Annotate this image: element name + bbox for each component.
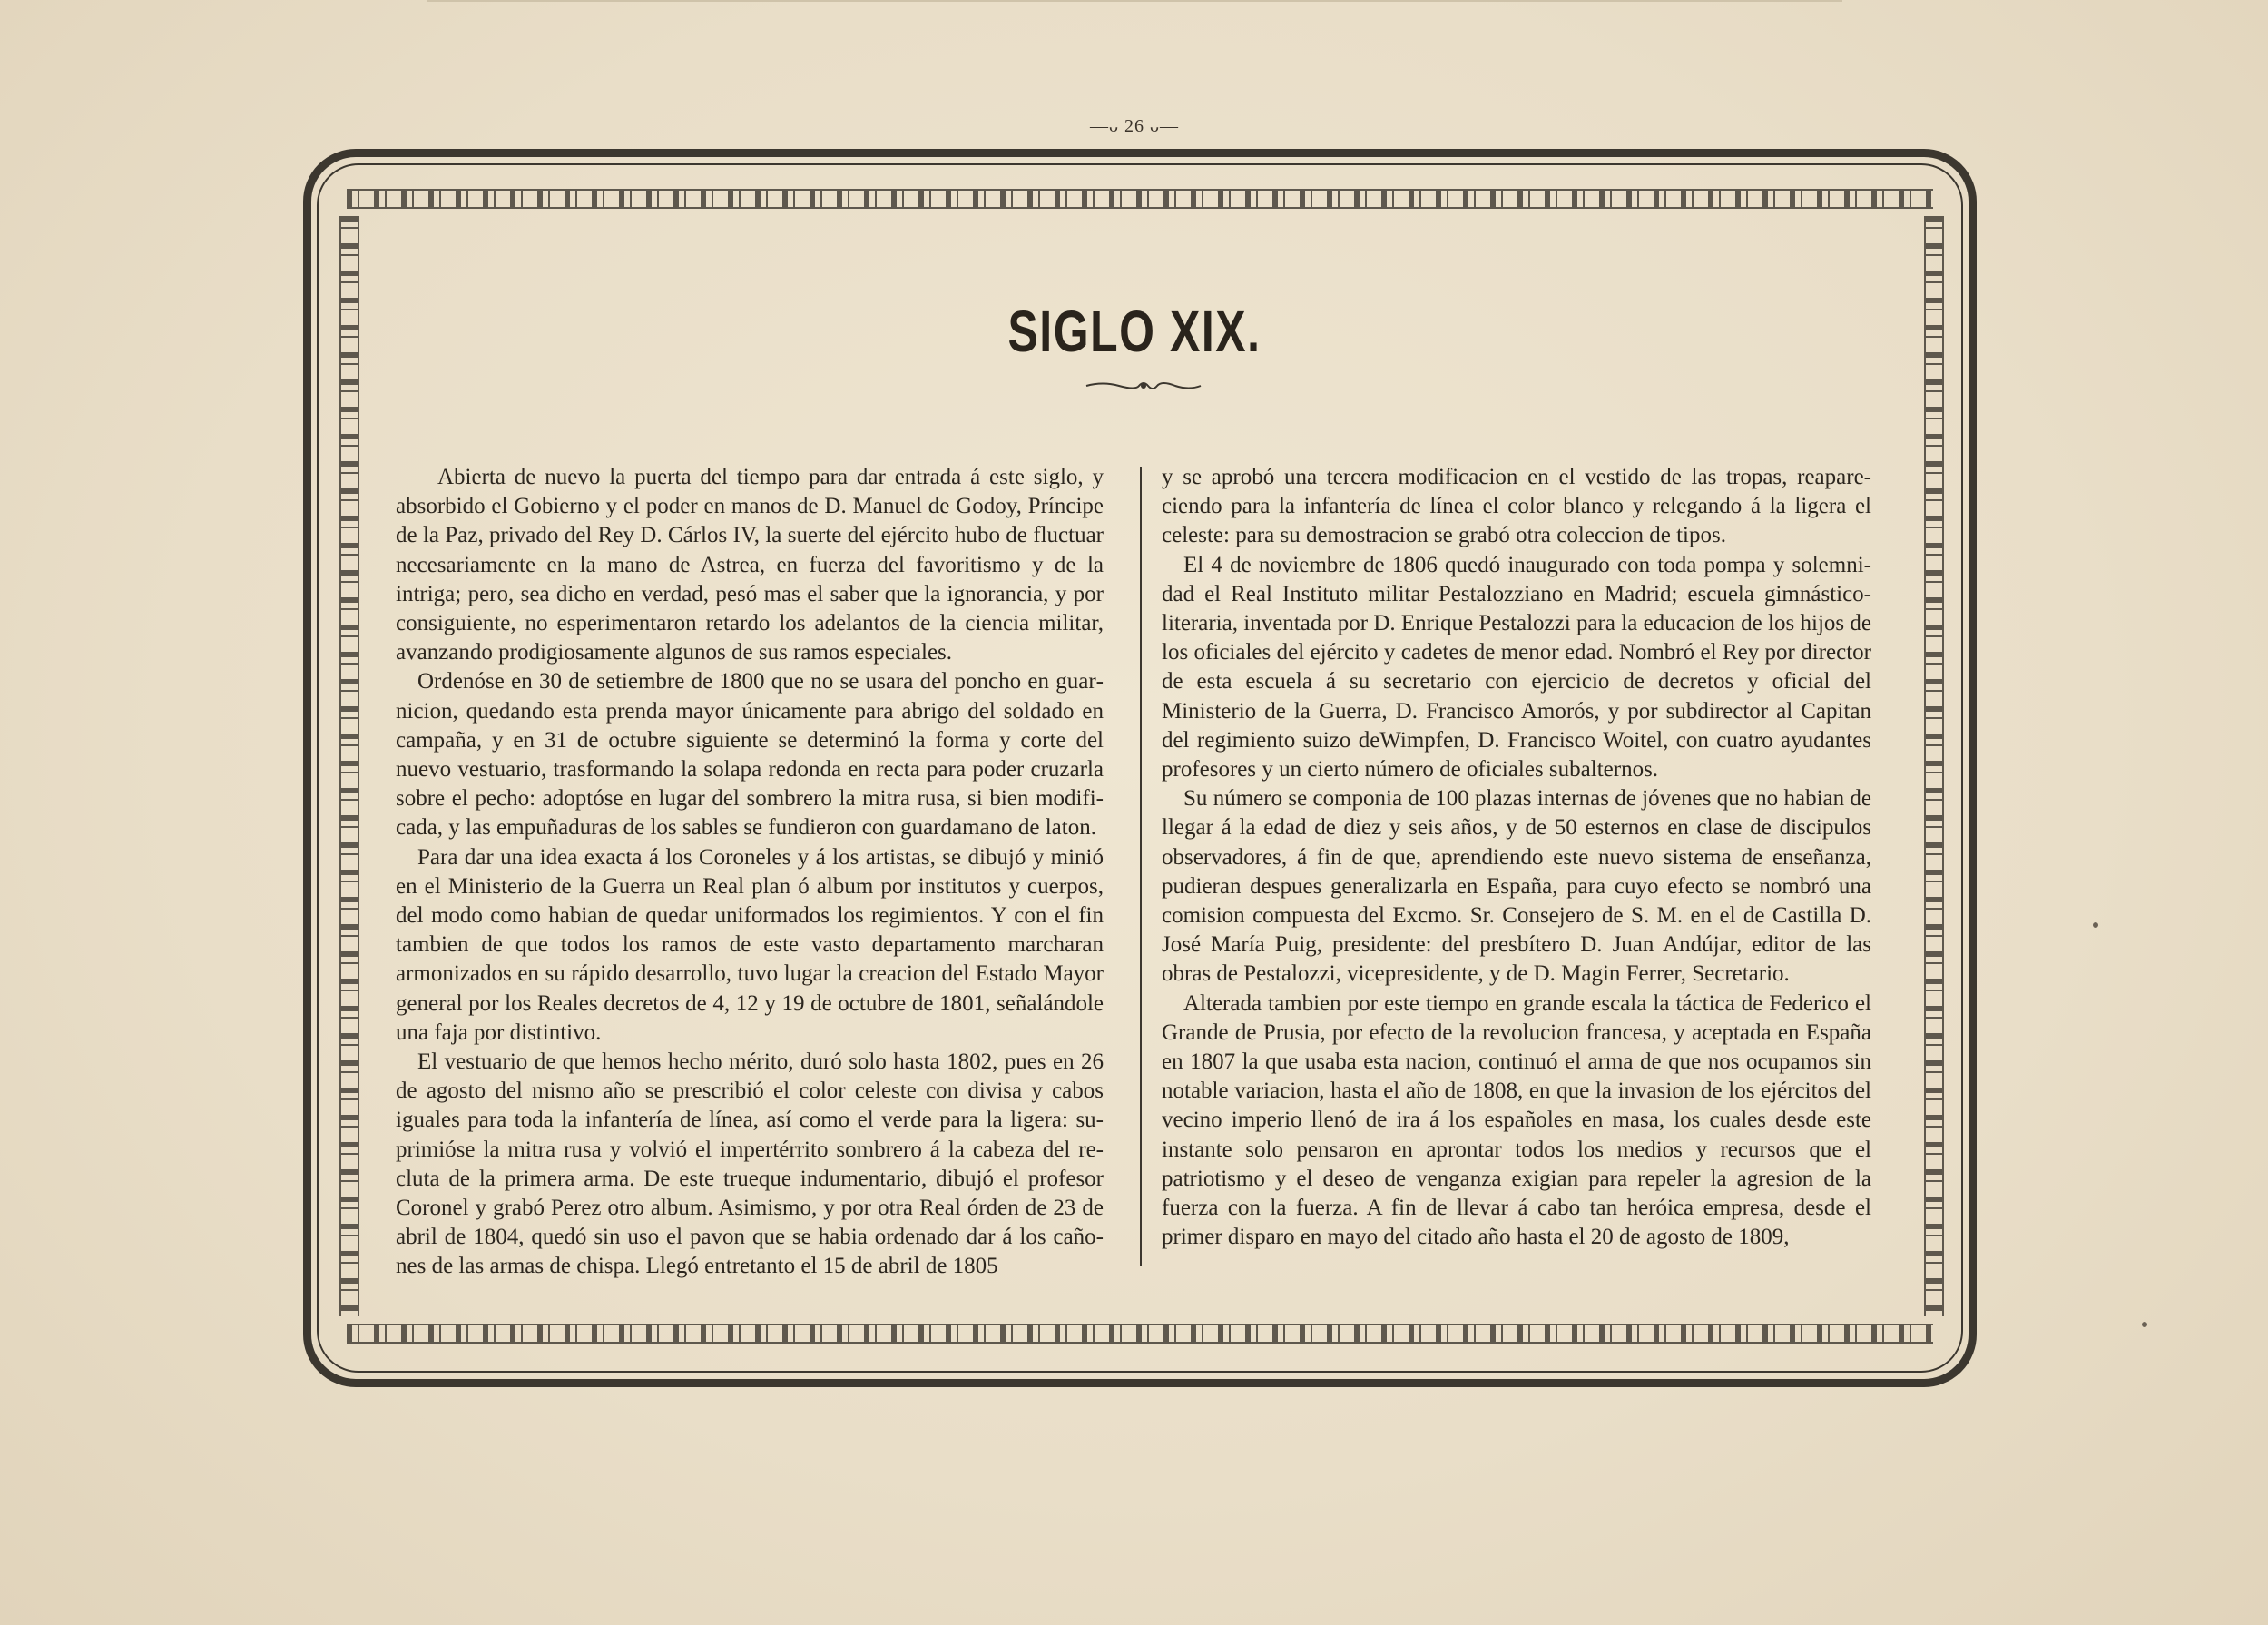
- text-column-right: [1162, 463, 1871, 1262]
- column-divider: [1140, 467, 1142, 1266]
- page-title: SIGLO XIX.: [1007, 299, 1262, 364]
- margin-speck: [2093, 922, 2098, 928]
- ornament-band-left: [339, 216, 359, 1316]
- paragraph: Alterada tambien por este tiempo en grande escala la táctica de Federico el Grande de Prusia, por efecto de la revolucion francesa, y aceptada en España en 1807 la que usaba esta nacion, continuó el arma de que nos ocupamos sin notable variacion, hasta el año de 1808, en que la invasion de los ejércitos del vecino imperio llenó de ira á los españoles en masa, los cuales desde este instante solo pensaron en aprontar todos los medios y recursos que el patriotismo y el deseo de venganza exigian para repeler la agresion de la fuerza con la fuerza. A fin de llevar á cabo tan heróica empresa, desde el primer disparo en mayo del citado año hasta el 20 de agosto de 1809,: [1162, 990, 1871, 1250]
- paragraph: Para dar una idea exacta á los Coroneles y á los artistas, se dibujó y minió en el Ministerio de la Guerra un Real plan ó album por institutos y cuerpos, del modo como habian de quedar uniformados los regimientos. Y con el fin tambien de que todos los ramos de este vasto departamento marcharan armonizados en su rápido desarrollo, tuvo lugar la creacion del Estado Mayor general por los Reales decretos de 4, 12 y 19 de octubre de 1801, señalándole una faja por distintivo.: [396, 844, 1104, 1045]
- ornament-band-right: [1924, 216, 1944, 1316]
- ornament-band-top: [347, 189, 1933, 209]
- flourish-icon: [1085, 379, 1203, 392]
- page-number: —ᴗ 26 ᴗ—: [1090, 116, 1179, 136]
- paragraph: El 4 de noviembre de 1806 quedó inaugurado con toda pompa y solemnidad el Real Instituto militar Pestalozziano en Madrid; escuela gimnástico-literaria, inventada por D. Enrique Pestalozzi para la educacion de los hijos de los oficiales del ejército y cadetes de menor edad. Nombró el Rey por director de esta escuela á su secretario con ejercicio de decretos y oficial del Ministerio de la Guerra, D. Francisco Amorós, y por subdirector al Capitan del regimiento suizo deWimpfen, D. Francisco Woitel, con cuatro ayudantes profesores y un cierto número de oficiales subalternos.: [1162, 552, 1871, 783]
- paragraph: y se aprobó una tercera modificacion en el vestido de las tropas, reapareciendo para la infantería de línea el color blanco y relegando á la ligera el celeste: para su demostracion se grabó otra coleccion de tipos.: [1162, 465, 1871, 548]
- paragraph: Abierta de nuevo la puerta del tiempo para dar entrada á este siglo, y absorbido el Gobierno y el poder en manos de D. Manuel de Godoy, Príncipe de la Paz, privado del Rey D. Cárlos IV, la suerte del ejército hubo de fluctuar necesariamente en la mano de Astrea, en fuerza del favoritismo y de la intriga; pero, sea dicho en verdad, pesó mas el saber que la ignorancia, y por consiguiente, no esperimentaron retardo los adelantos de la ciencia militar, avanzando prodigiosamente algunos de sus ramos especiales.: [396, 465, 1104, 665]
- margin-speck: [2142, 1322, 2147, 1327]
- paragraph: Ordenóse en 30 de setiembre de 1800 que no se usara del poncho en guarnicion, quedando esta prenda mayor únicamente para abrigo del soldado en campaña, y en 31 de octubre siguiente se determinó la forma y corte del nuevo vestuario, trasformando la solapa redonda en recta para poder cruzarla sobre el pecho: adoptóse en lugar del sombrero la mitra rusa, si bien modificada, y las empuñaduras de los sables se fundieron con guardamano de laton.: [396, 669, 1104, 841]
- ornament-band-bottom: [347, 1324, 1933, 1344]
- text-column-left: [396, 463, 1104, 1279]
- paragraph: El vestuario de que hemos hecho mérito, duró solo hasta 1802, pues en 26 de agosto del mismo año se prescribió el color celeste con divisa y cabos iguales para toda la infantería de línea, así como el verde para la ligera: suprimióse la mitra rusa y volvió el impertérrito sombrero á la cabeza del recluta de la primera arma. De este trueque indumentario, dibujó el profesor Coronel y grabó Perez otro album. Asimismo, y por otra Real órden de 23 de abril de 1804, quedó sin uso el pavon que se habia ordenado dar á los cañones de las armas de chispa. Llegó entretanto el 15 de abril de 1805: [396, 1049, 1104, 1279]
- page-edge: [427, 0, 1842, 2]
- paragraph: Su número se componia de 100 plazas internas de jóvenes que no habian de llegar á la edad de diez y seis años, y de 50 esternos en clase de discipulos observadores, á fin de que, aprendiendo este nuevo sistema de enseñanza, pudieran despues generalizarla en España, para cuyo efecto se nombró una comision compuesta del Excmo. Sr. Consejero de S. M. en el de Castilla D. José María Puig, presidente: del presbítero D. Juan Andújar, editor de las obras de Pestalozzi, vicepresidente, y de D. Magin Ferrer, Secretario.: [1162, 786, 1871, 987]
